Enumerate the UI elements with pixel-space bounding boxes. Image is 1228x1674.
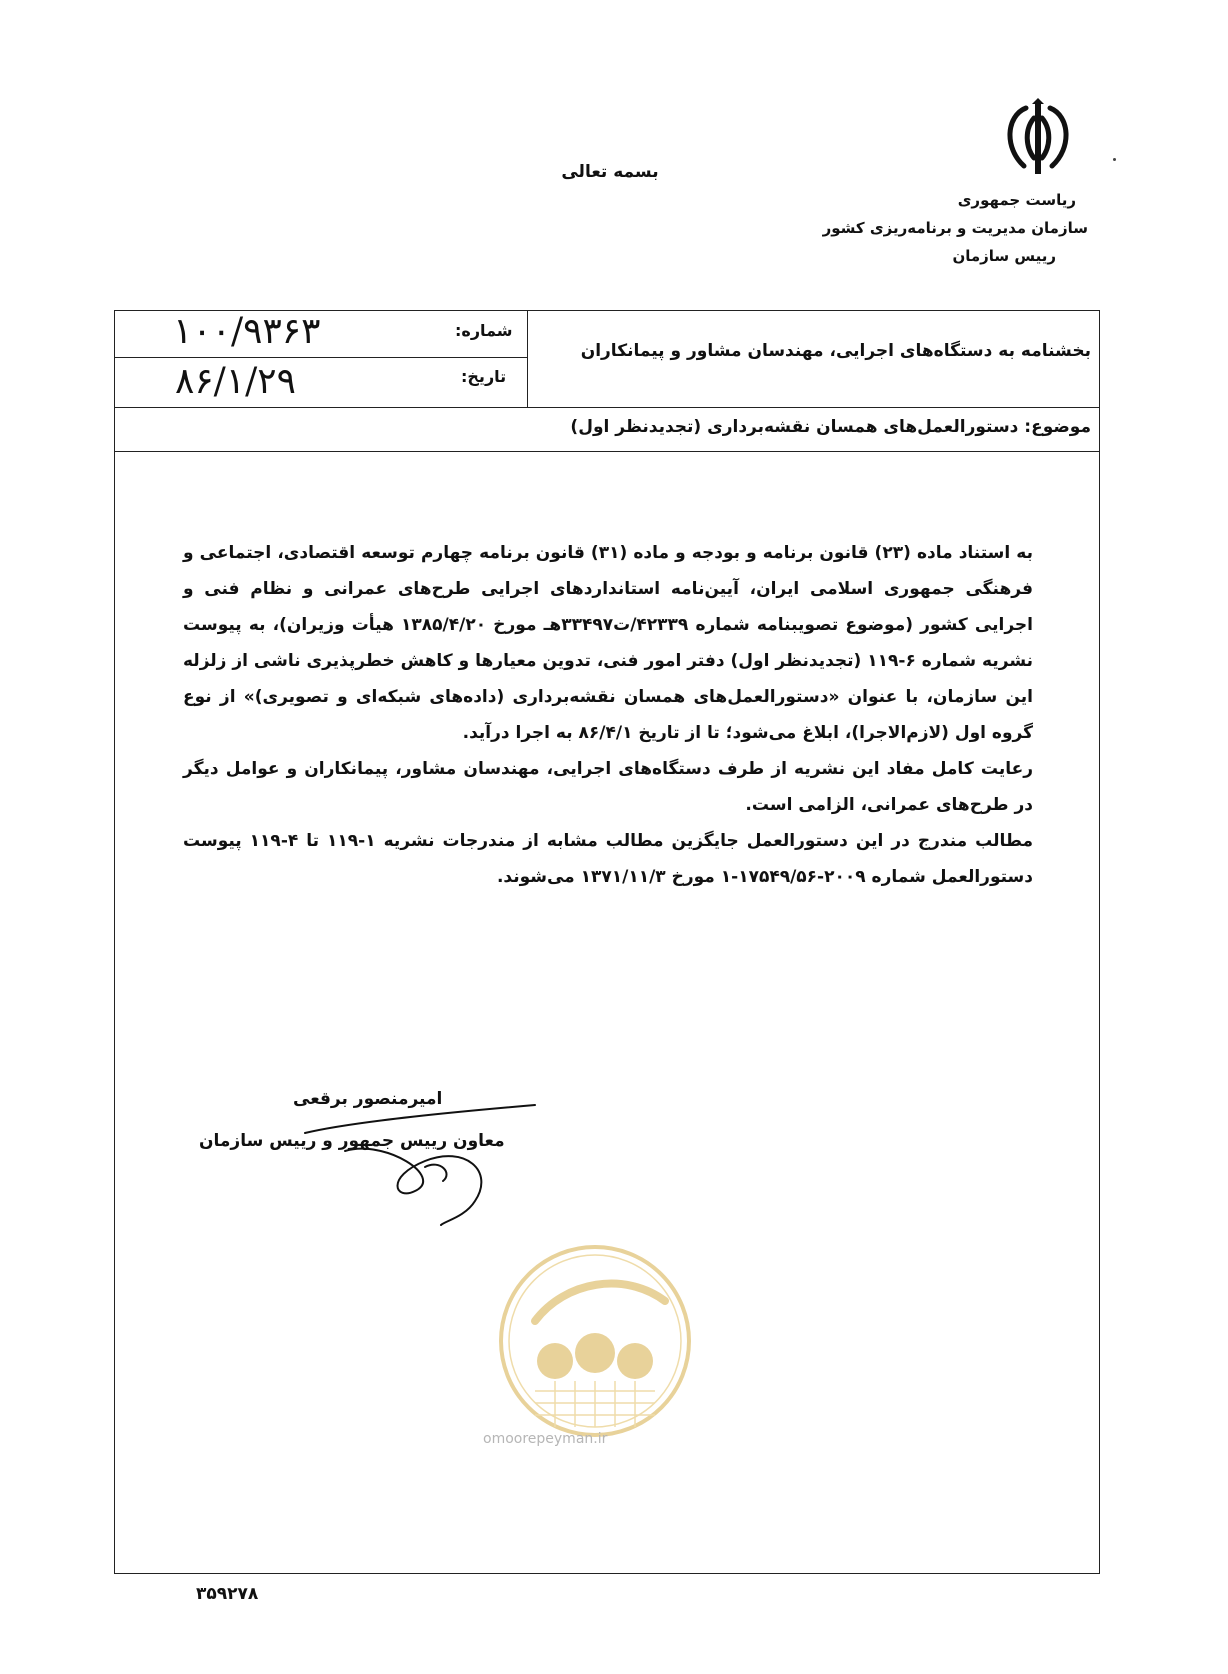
- body-paragraph-1: [183, 535, 1033, 751]
- body-text: » از نوع گروه اول (لازم‌الاجرا)، ابلاغ می‌شود؛ تا از تاریخ: [183, 687, 1033, 743]
- publication-title: دستورالعمل‌های همسان نقشه‌برداری (داده‌های شبکه‌ای و تصویری): [254, 687, 829, 707]
- body-text: به استناد ماده (۲۳) قانون برنامه و بودجه و ماده (۳۱) قانون برنامه چهارم توسعه اقتصادی، اجتماعی و فرهنگی جمهوری اسلامی ایران، آیین‌نامه استانداردهای اجرایی طرح‌های عمرانی و نظام فنی و اجرایی کشور (موضوع تصویبنامه شماره ۴۲۳۳۹/ت۳۳۴۹۷هـ مورخ ۱۳۸۵/۴/۲۰ هیأت وزیران)، به پیوست نشریه شماره ۶-۱۱۹ (تجدیدنظر اول) دفتر امور فنی، تدوین معیارها و کاهش خطرپذیری ناشی از زلزله این سازمان، با عنوان «: [183, 543, 1033, 707]
- meta-divider: [115, 357, 527, 358]
- subject-line: موضوع: دستورالعمل‌های همسان نقشه‌برداری (تجدیدنظر اول): [570, 417, 1091, 437]
- issuer-presidency: ریاست جمهوری: [957, 191, 1076, 209]
- omoorepeyman-watermark-stamp: [495, 1241, 695, 1441]
- date-label: تاریخ:: [461, 367, 507, 386]
- issuer-block: [776, 186, 1088, 270]
- letter-number: ۱۰۰/۹۳۶۳: [173, 311, 321, 352]
- number-label: شماره:: [455, 321, 513, 340]
- addressee-line: بخشنامه به دستگاه‌های اجرایی، مهندسان مشاور و پیمانکاران: [580, 341, 1091, 361]
- letter-header-row: [115, 311, 1099, 408]
- letter-body: [183, 535, 1033, 895]
- body-paragraph-3: مطالب مندرج در این دستورالعمل جایگزین مطالب مشابه از مندرجات نشریه ۱-۱۱۹ تا ۴-۱۱۹ پیوست دستورالعمل شماره ۲۰۰۹-۱۷۵۴۹/۵۶-۱ مورخ ۱۳۷۱/۱۱/۳ می‌شوند.: [183, 831, 1033, 887]
- signatory-title: معاون رییس جمهور و رییس سازمان: [199, 1131, 505, 1151]
- subject-row: [115, 407, 1099, 452]
- body-paragraph-2: رعایت کامل مفاد این نشریه از طرف دستگاه‌های اجرایی، مهندسان مشاور، پیمانکاران و عوامل دیگر در طرح‌های عمرانی، الزامی است.: [183, 759, 1033, 815]
- bismillah-heading: بسمه تعالی: [561, 162, 659, 182]
- scan-dot: [1113, 158, 1116, 161]
- footer-serial-number: ۳۵۹۲۷۸: [196, 1584, 259, 1604]
- letter-frame: [114, 310, 1100, 1574]
- iran-emblem-icon: [996, 96, 1080, 180]
- signatory-name: امیرمنصور برقعی: [293, 1089, 443, 1109]
- watermark-url: omoorepeyman.ir: [483, 1431, 608, 1447]
- header-divider: [527, 311, 528, 407]
- issuer-head-title: رییس سازمان: [952, 247, 1056, 265]
- issuer-organization: سازمان مدیریت و برنامه‌ریزی کشور: [822, 219, 1088, 237]
- letter-date: ۸۶/۱/۲۹: [175, 361, 296, 402]
- effective-date: ۸۶/۴/۱: [578, 723, 633, 743]
- body-text: به اجرا درآید.: [462, 723, 579, 743]
